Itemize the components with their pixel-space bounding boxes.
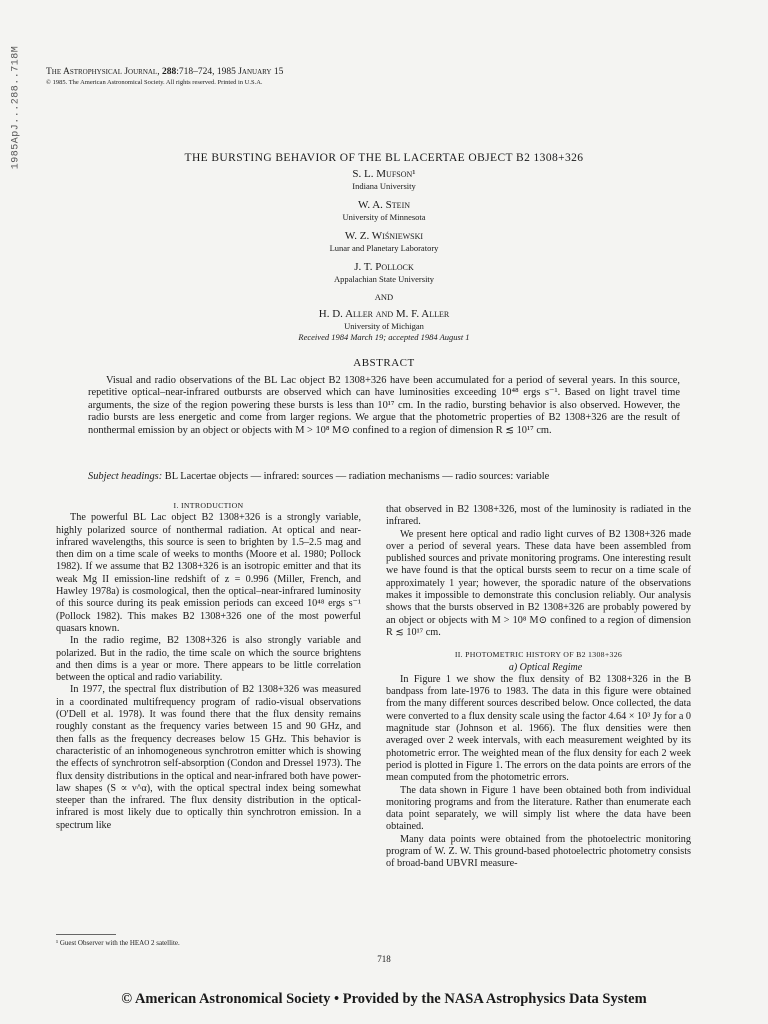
author-affiliation: Lunar and Planetary Laboratory: [329, 243, 439, 253]
footnote: [56, 934, 356, 947]
author-name: W. Z. Wiśniewski: [344, 230, 424, 242]
page-number: 718: [377, 954, 391, 964]
journal-header: [46, 66, 283, 88]
author-affiliation: University of Minnesota: [342, 212, 426, 222]
abstract-text: Visual and radio observations of the BL Lac object B2 1308+326 have been accumulated for a period of several years. In this source, repetitive optical–near-infrared outbursts are observed which can have luminosities exceeding 10⁴⁸ ergs s⁻¹. Based on light travel time arguments, the size of the region powering these bursts is less than 10¹⁷ cm. In the radio, bursting behavior is also observed. However, the radio bursts are less energetic and come from larger regions. We argue that the photometric properties of B2 1308+326 are the result of nonthermal emission by an object or objects with M > 10⁸ M⊙ confined to a region of dimension R ≲ 10¹⁷ cm.: [88, 375, 680, 436]
author-name: H. D. Aller and M. F. Aller: [318, 308, 450, 320]
copyright-line: © 1985. The American Astronomical Society. All rights reserved. Printed in U.S.A.: [46, 79, 263, 86]
body-paragraph: We present here optical and radio light curves of B2 1308+326 made over a period of several years. These data have been assembled from published sources and private monitoring programs. One interesting result we have found is that the optical bursts seem to recur on a time scale of approximately 1 year; however, the sporadic nature of the observations makes it impossible to demonstrate this conclusion reliably. Our analysis shows that the bursts observed in B2 1308+326 are probably powered by an object or objects with M > 10⁸ M⊙ confined to a region of dimension R ≲ 10¹⁷ cm.: [386, 528, 691, 638]
body-paragraph: In 1977, the spectral flux distribution of B2 1308+326 was measured in a coordinated multifrequency program of radio-visual observations (O'Dell et al. 1978). It was found there that the flux density remains roughly constant as the frequency varies between 15 and 90 GHz, and then falls as the frequency decreases below 15 GHz. This behavior is characteristic of an inhomogeneous synchrotron emitter which is showing the effects of synchrotron self-absorption (Condon and Dressel 1973). The flux density distributions in the optical and near-infrared both have power-law shapes (S ∝ ν^α), with the optical spectral index being somewhat steeper than the infrared. The flux density distribution in the optical-infrared is most likely due to optically thin synchrotron emission. In a spectrum like: [56, 684, 361, 831]
journal-volume: 288: [161, 67, 177, 77]
received-dates: Received 1984 March 19; accepted 1984 August 1: [298, 332, 470, 342]
body-paragraph: that observed in B2 1308+326, most of the luminosity is radiated in the infrared.: [386, 504, 691, 528]
body-paragraph: The data shown in Figure 1 have been obtained both from individual monitoring programs and from the literature. Rather than enumerate each data point separately, we will simply list where the data have been obtained.: [386, 784, 691, 833]
ads-banner: © American Astronomical Society • Provided by the NASA Astrophysics Data System: [121, 991, 647, 1007]
body-paragraph: In Figure 1 we show the flux density of B2 1308+326 in the B bandpass from late-1976 to 1983. The data in this figure were obtained from the many different sources described below. Once collected, the data were converted to a flux density scale using the factor 4.64 × 10³ Jy for a 0 magnitude star (Johnson et al. 1966). The flux densities were then averaged over 2 week intervals, with each measurement weighted by its photometric error. The weighted mean of the flux density for each 2 week period is plotted in Figure 1. The errors on the data points are errors of the mean computed from the photometric errors.: [386, 673, 691, 784]
subject-label: Subject headings:: [88, 471, 163, 482]
and-separator: AND: [374, 292, 394, 302]
author-affiliation: Indiana University: [352, 181, 416, 191]
subsection-heading: a) Optical Regime: [508, 661, 583, 673]
footnote-rule: [56, 934, 116, 935]
author-block: [0, 167, 768, 343]
right-column: [386, 504, 691, 871]
author-affiliation: University of Michigan: [344, 321, 424, 331]
left-column: [56, 500, 361, 832]
body-paragraph: In the radio regime, B2 1308+326 is also strongly variable and polarized. But in the radio, the time scale on which the source brightens and then dims is a year or more. There appears to be little correlation between the optical and radio variability.: [56, 635, 361, 684]
body-paragraph: Many data points were obtained from the photoelectric monitoring program of W. Z. W. This ground-based photoelectric photometry consists of broad-band UBVRI measure-: [386, 833, 691, 870]
abstract-heading: ABSTRACT: [353, 357, 415, 369]
footnote-text: ¹ Guest Observer with the HEAO 2 satellite.: [56, 939, 180, 947]
bibcode-text: 1985ApJ...288..718M: [10, 45, 22, 170]
subject-headings: [88, 471, 688, 483]
author-name: W. A. Stein: [357, 199, 411, 211]
paper-title: THE BURSTING BEHAVIOR OF THE BL LACERTAE OBJECT B2 1308+326: [184, 152, 584, 164]
journal-citation: The Astrophysical Journal, 288:718–724, 1985 January 15: [46, 67, 284, 77]
author-affiliation: Appalachian State University: [333, 274, 435, 284]
author-name: S. L. Mufson¹: [352, 168, 416, 180]
subject-text: BL Lacertae objects — infrared: sources — radiation mechanisms — radio sources: variable: [162, 471, 550, 482]
section-heading: I. INTRODUCTION: [173, 501, 244, 510]
author-name: J. T. Pollock: [354, 261, 414, 273]
section-heading: II. PHOTOMETRIC HISTORY OF B2 1308+326: [454, 650, 623, 660]
body-paragraph: The powerful BL Lac object B2 1308+326 is a strongly variable, highly polarized source of nonthermal radiation. At optical and near-infrared wavelengths, this source is seen to brighten by 1.5–2.5 mag and then dim on a time scale of weeks to months (Moore et al. 1980; Pollock 1982). If we assume that B2 1308+326 is an isotropic emitter and that its weak Mg II emission-line redshift of z = 0.996 (Miller, French, and Hawley 1978a) is cosmological, then the optical–near-infrared luminosity of this source during its peak emission periods can exceed 10⁴⁸ ergs s⁻¹ (Pollock 1982). This makes B2 1308+326 one of the most powerful quasars known.: [56, 512, 361, 634]
